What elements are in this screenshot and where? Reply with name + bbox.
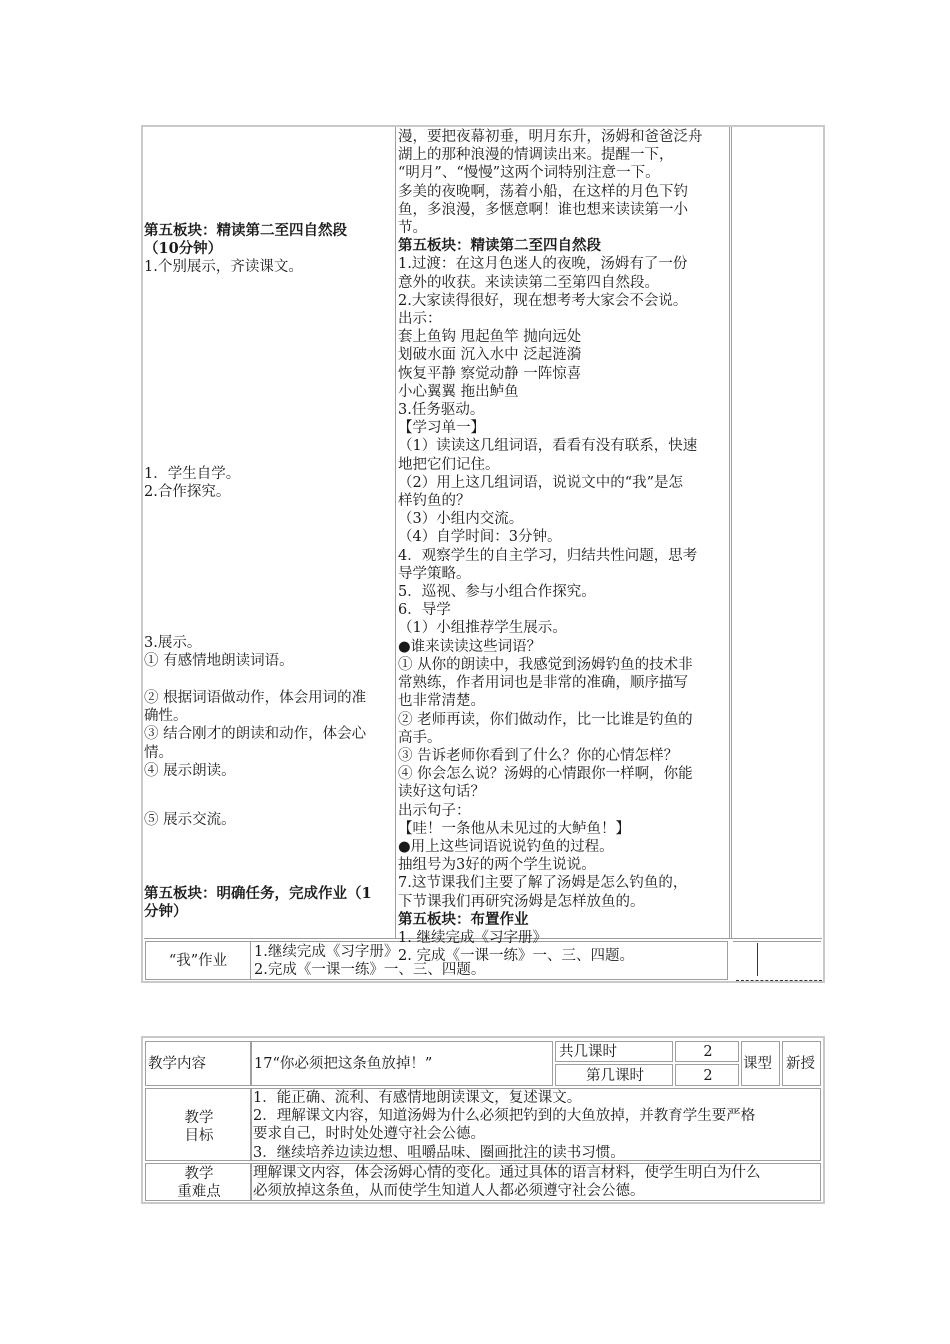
teacher-activity-line: 6．导学	[398, 602, 451, 619]
which-period-label-cell	[555, 1064, 673, 1086]
goal-item: 1．能正确、流利、有感情地朗读课文，复述课文。	[253, 1090, 582, 1106]
teacher-activity-line: 也非常清楚。	[398, 693, 485, 710]
goals-content-cell	[251, 1088, 821, 1161]
teacher-activity-line: 漫，要把夜幕初垂，明月东升，汤姆和爸爸泛舟	[398, 129, 703, 145]
homework-label: “我”作业	[168, 953, 228, 969]
total-periods-label: 共几课时	[559, 1044, 617, 1060]
teacher-activity-line: 第五板块：布置作业	[398, 910, 529, 928]
column-divider-right-2	[729, 127, 730, 939]
total-periods-value: 2	[703, 1044, 713, 1060]
key-label-line: 教学	[184, 1166, 214, 1182]
teacher-activity-column	[398, 128, 729, 965]
teacher-activity-line: 湖上的那种浪漫的情调读出来。提醒一下，	[398, 147, 674, 164]
teacher-activity-line: 地把它们记住。	[398, 456, 500, 473]
section-heading: 分钟）	[144, 903, 188, 921]
homework-line: 2.完成《一课一练》一、三、四题。	[254, 962, 486, 979]
teacher-activity-line: 划破水面 沉入水中 泛起涟漪	[398, 347, 582, 364]
teacher-activity-line: 1. 继续完成《习字册》	[398, 929, 547, 946]
type-value: 新授	[786, 1056, 815, 1072]
homework-line: 1.继续完成《习字册》	[254, 944, 399, 960]
homework-mark	[757, 943, 758, 976]
left-block-1	[144, 222, 347, 277]
teacher-activity-line: ●谁来读读这些词语？	[398, 638, 542, 655]
section-heading: （10分钟）	[144, 240, 223, 258]
teacher-activity-line: 多美的夜晚啊，荡着小船，在这样的月色下钓	[398, 183, 688, 200]
teacher-activity-line: （2）用上这几组词语，说说文中的“我”是怎	[398, 474, 684, 491]
which-period-value: 2	[703, 1068, 713, 1084]
goal-item: 3．继续培养边读边想、咀嚼品味、圈画批注的读书习惯。	[253, 1144, 625, 1161]
step-text: 确性。	[144, 708, 188, 725]
type-value-cell	[782, 1041, 821, 1086]
teacher-activity-line: （1）读读这几组词语，看看有没有联系，快速	[398, 438, 698, 455]
step-text: 情。	[144, 744, 173, 761]
key-label	[146, 1165, 252, 1201]
content-label: 教学内容	[148, 1056, 206, 1072]
goal-item: 2．理解课文内容，知道汤姆为什么必须把钓到的大鱼放掉，并教育学生要严格	[253, 1108, 756, 1125]
teacher-activity-line: 恢复平静 察觉动静 一阵惊喜	[398, 365, 582, 382]
teacher-activity-line: 抽组号为3好的两个学生说说。	[398, 857, 596, 874]
key-content-cell	[251, 1163, 821, 1201]
teacher-activity-line: 小心翼翼 拖出鲈鱼	[398, 383, 519, 400]
teacher-activity-line: 下节课我们再研究汤姆是怎样放鱼的。	[398, 893, 645, 910]
teacher-activity-line: 7.这节课我们主要了解了汤姆是怎么钓鱼的，	[398, 875, 688, 892]
total-periods-label-cell	[555, 1041, 673, 1062]
column-divider-right	[731, 127, 732, 939]
teacher-activity-line: 节。	[398, 220, 427, 237]
goals-label-line: 教学	[184, 1110, 214, 1126]
lesson-title: 17“你必须把这条鱼放掉！”	[254, 1056, 433, 1072]
lesson-title-cell	[251, 1041, 553, 1086]
teacher-activity-line: ④ 你会怎么说？汤姆的心情跟你一样啊，你能	[398, 766, 693, 783]
teacher-activity-line: 2. 完成《一课一练》一、三、四题。	[398, 948, 634, 965]
left-block-2	[144, 465, 240, 501]
step-text: 2.合作探究。	[144, 484, 231, 501]
left-block-5	[144, 811, 236, 829]
teacher-activity-line: 套上鱼钩 甩起鱼竿 抛向远处	[398, 329, 582, 346]
teacher-activity-line: 意外的收获。来读读第二至第四自然段。	[398, 274, 659, 291]
teacher-activity-line: 鱼，多浪漫，多惬意啊！谁也想来读读第一小	[398, 201, 688, 218]
teacher-activity-line: ●用上这些词语说说钓鱼的过程。	[398, 838, 614, 855]
teacher-activity-line: 【哇！一条他从未见过的大鲈鱼！】	[398, 820, 630, 837]
content-label-cell	[145, 1041, 251, 1086]
goals-label-line: 目标	[184, 1128, 214, 1144]
teacher-activity-line: 导学策略。	[398, 565, 471, 582]
teacher-activity-line: （1）小组推荐学生展示。	[398, 620, 567, 637]
teacher-activity-line: ② 老师再读，你们做动作，比一比谁是钓鱼的	[398, 711, 693, 728]
key-point-line: 必须放掉这条鱼，从而使学生知道人人都必须遵守社会公德。	[253, 1183, 645, 1200]
left-block-6	[144, 885, 394, 921]
dashed-rule	[736, 980, 822, 981]
goals-label-cell	[145, 1088, 251, 1161]
type-label-cell	[741, 1041, 780, 1086]
key-point-line: 理解课文内容，体会汤姆心情的变化。通过具体的语言材料，使学生明白为什么	[253, 1165, 761, 1181]
column-divider-left	[395, 127, 396, 939]
teacher-activity-line: 第五板块：精读第二至四自然段	[398, 237, 601, 255]
teacher-activity-line: （3）小组内交流。	[398, 511, 524, 528]
goals-label	[146, 1109, 252, 1145]
teacher-activity-line: 3.任务驱动。	[398, 402, 485, 419]
key-label-line: 重难点	[177, 1184, 221, 1201]
step-text: ③ 结合刚才的朗读和动作，体会心	[144, 726, 367, 743]
teacher-activity-line: 5．巡视、参与小组合作探究。	[398, 584, 596, 601]
teacher-activity-line: ① 从你的朗读中，我感觉到汤姆钓鱼的技术非	[398, 656, 693, 673]
teacher-activity-line: 读好这句话？	[398, 784, 485, 801]
step-text: ① 有感情地朗读词语。	[144, 653, 294, 670]
goal-item: 要求自己，时时处处遵守社会公德。	[253, 1126, 485, 1143]
section-heading: 第五板块：精读第二至四自然段	[144, 222, 347, 239]
step-text: ⑤ 展示交流。	[144, 812, 236, 828]
teacher-activity-line: （4）自学时间：3分钟。	[398, 529, 562, 546]
teacher-activity-line: 2.大家读得很好，现在想考考大家会不会说。	[398, 292, 688, 309]
type-label: 课型	[743, 1056, 772, 1072]
teacher-activity-line: 常熟练，作者用词也是非常的准确，顺序描写	[398, 675, 688, 692]
step-text: 1．学生自学。	[144, 466, 241, 482]
teacher-activity-line: 样钓鱼的？	[398, 493, 471, 510]
step-text: 3.展示。	[144, 635, 202, 651]
teacher-activity-line: 【学习单一】	[398, 420, 485, 437]
section-heading: 第五板块：明确任务，完成作业（1	[144, 885, 372, 902]
teacher-activity-line: “明月”、“慢慢”这两个词特别注意一下。	[398, 165, 660, 182]
teacher-activity-line: 1.过渡：在这月色迷人的夜晚，汤姆有了一份	[398, 256, 688, 273]
key-label-cell	[145, 1163, 251, 1201]
teacher-activity-line: ③ 告诉老师你看到了什么？你的心情怎样？	[398, 747, 679, 764]
homework-row-divider-2	[733, 941, 821, 942]
teacher-activity-line: 出示：	[398, 311, 442, 328]
total-periods-value-cell	[675, 1041, 739, 1062]
left-block-4	[144, 689, 394, 780]
teacher-activity-line: 出示句子：	[398, 802, 471, 819]
step-text: 1.个别展示，齐读课文。	[144, 259, 303, 276]
teacher-activity-line: 高手。	[398, 729, 442, 746]
teacher-activity-line: 4．观察学生的自主学习，归结共性问题，思考	[398, 547, 698, 564]
step-text: ② 根据词语做动作，体会用词的准	[144, 690, 367, 706]
which-period-label: 第几课时	[586, 1068, 644, 1084]
step-text: ④ 展示朗读。	[144, 762, 236, 779]
left-block-3	[144, 634, 294, 670]
which-period-value-cell	[675, 1064, 739, 1086]
